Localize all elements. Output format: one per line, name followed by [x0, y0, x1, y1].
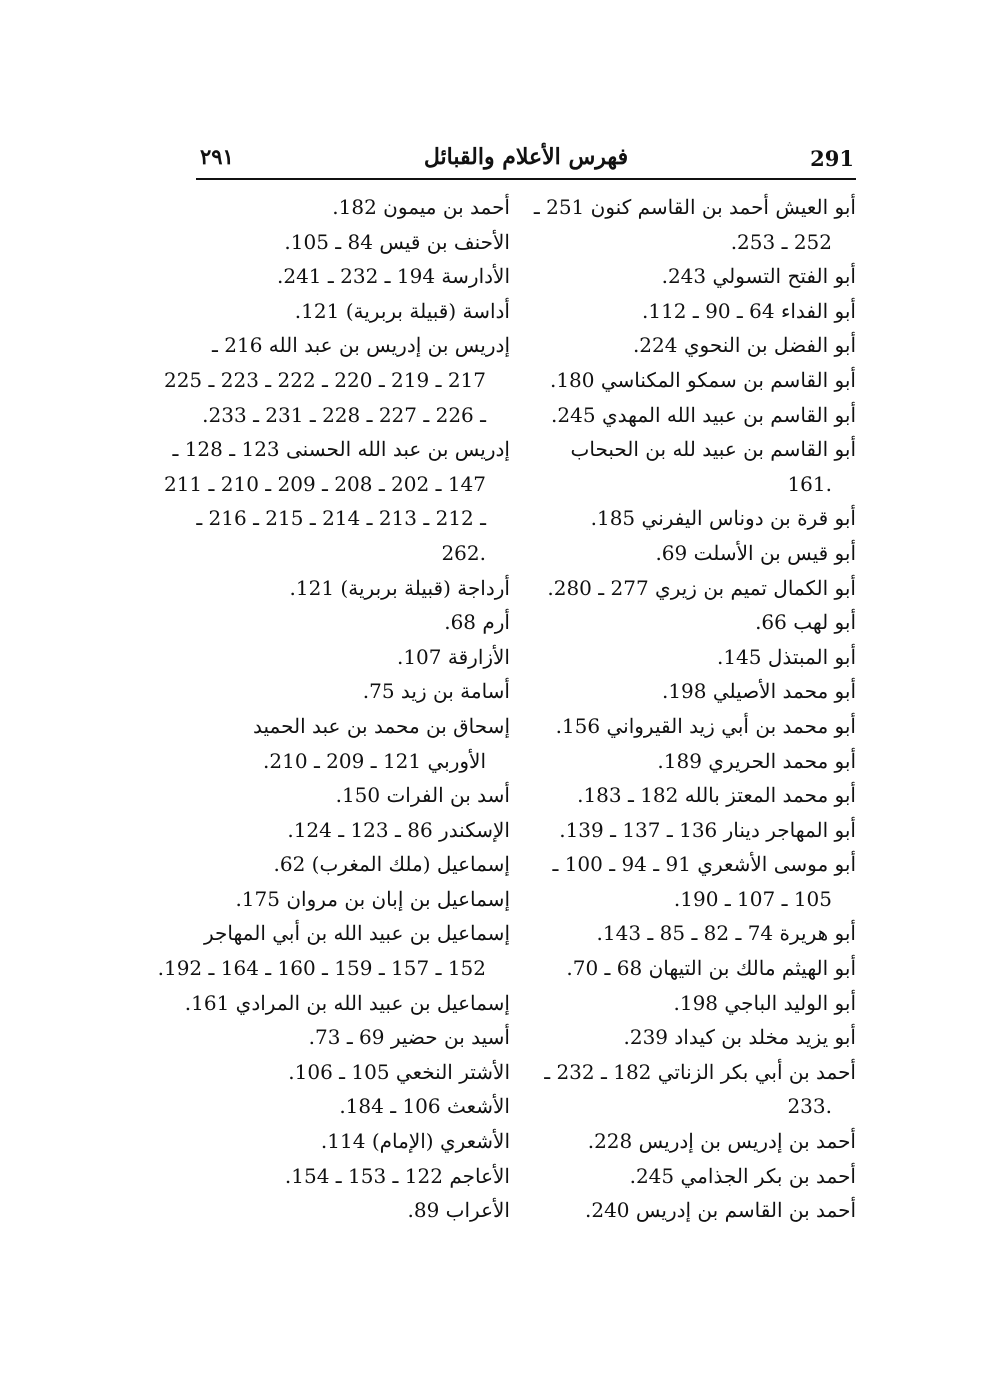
index-entry: أحمد بن القاسم بن إدريس 240. [584, 1198, 856, 1223]
index-entry: أبو العيش أحمد بن القاسم كنون 251 ـ [533, 195, 856, 219]
index-column-right [533, 190, 856, 1228]
index-entry: أبو يزيد مخلد بن كيداد 239. [623, 1025, 856, 1050]
page-title: فهرس الأعلام والقبائل [423, 144, 629, 170]
index-entry: إسحاق بن محمد بن عبد الحميد [252, 713, 510, 738]
index-entry: أداسة (قبيلة بربرية) 121. [294, 298, 510, 323]
index-entry: أبو قرة بن دوناس اليفرني 185. [590, 506, 856, 531]
index-entry: الإسكندر 86 ـ 123 ـ 124. [287, 817, 510, 842]
index-entry-continuation: 217 ـ 219 ـ 220 ـ 222 ـ 223 ـ 225 [163, 367, 486, 392]
index-entry: أحمد بن ميمون 182. [332, 195, 510, 219]
index-entry: إسماعيل (ملك المغرب) 62. [273, 852, 510, 877]
index-entry: أحمد بن إدريس بن إدريس 228. [587, 1129, 856, 1154]
index-entry: أبو الوليد الباجي 198. [673, 990, 856, 1015]
index-entry: أبو الفضل بن النحوي 224. [632, 333, 856, 358]
index-entry: الأدارسة 194 ـ 232 ـ 241. [277, 264, 510, 289]
index-entry-continuation: .233 [787, 1094, 832, 1119]
index-entry-continuation: ـ 226 ـ 227 ـ 228 ـ 231 ـ 233. [202, 402, 486, 427]
index-entry: إسماعيل بن إبان بن مروان 175. [235, 886, 510, 911]
index-entry: أبو موسى الأشعري 91 ـ 94 ـ 100 ـ [552, 852, 856, 877]
index-entry: أبو الكمال تميم بن زيري 277 ـ 280. [547, 575, 856, 600]
index-entry: إسماعيل بن عبيد الله بن أبي المهاجر [203, 921, 510, 946]
index-entry-continuation: .262 [441, 540, 486, 565]
index-entry: أسامة بن زيد 75. [362, 679, 510, 704]
index-entry: أسيد بن حضير 69 ـ 73. [308, 1025, 510, 1050]
index-entry: أبو الهيثم مالك بن التيهان 68 ـ 70. [566, 956, 856, 981]
index-entry: الأحنف بن قيس 84 ـ 105. [284, 229, 510, 254]
index-entry-continuation: 152 ـ 157 ـ 159 ـ 160 ـ 164 ـ 192. [157, 956, 486, 981]
index-entry-continuation: الأوربي 121 ـ 209 ـ 210. [263, 748, 486, 773]
index-column-left [157, 190, 510, 1228]
page-header [196, 140, 856, 180]
index-entry: أبو القاسم بن عبيد الله المهدي 245. [551, 402, 856, 427]
index-entry: أبو محمد المعتز بالله 182 ـ 183. [577, 783, 856, 808]
index-entry: أحمد بن أبي بكر الزناتي 182 ـ 232 ـ [544, 1059, 856, 1084]
index-entry: أبو القاسم بن عبيد لله بن الحبحاب [570, 437, 856, 462]
index-entry: أبو القاسم بن سمكو المكناسي 180. [549, 367, 856, 392]
index-entry-continuation: 252 ـ 253. [730, 229, 832, 254]
index-entry: أبو محمد بن أبي زيد القيرواني 156. [555, 713, 856, 738]
index-entry: الأشعري (الإمام) 114. [320, 1129, 510, 1154]
index-entry: أسد بن الفرات 150. [335, 783, 510, 808]
index-entry: الأزارقة 107. [396, 644, 510, 669]
index-entry-continuation: ـ 212 ـ 213 ـ 214 ـ 215 ـ 216 ـ [196, 506, 486, 531]
index-entry: إسماعيل بن عبيد الله بن المرادي 161. [184, 990, 510, 1015]
index-entry: الأعراب 89. [407, 1198, 510, 1223]
index-entry: أبو قيس بن الأسلت 69. [655, 540, 856, 565]
index-entry: أرم 68. [444, 610, 510, 635]
index-entry: الأشتر النخعي 105 ـ 106. [288, 1059, 510, 1084]
index-entry: إدريس بن إدريس بن عبد الله 216 ـ [212, 333, 510, 358]
index-entry: أبو المبتذل 145. [716, 644, 856, 669]
index-entry: إدريس بن عبد الله الحسنى 123 ـ 128 ـ [172, 437, 510, 462]
page-number-latin: 291 [810, 146, 854, 171]
index-entry-continuation: .161 [787, 471, 832, 496]
index-entry: أرداجة (قبيلة بربرية) 121. [289, 575, 510, 600]
index-entry-continuation: 147 ـ 202 ـ 208 ـ 209 ـ 210 ـ 211 [163, 471, 486, 496]
index-entry: الأعاجم 122 ـ 153 ـ 154. [284, 1163, 510, 1188]
index-entry-continuation: 105 ـ 107 ـ 190. [673, 886, 832, 911]
index-entry: أبو لهب 66. [755, 610, 856, 635]
index-entry: أبو المهاجر دينار 136 ـ 137 ـ 139. [559, 817, 856, 842]
index-entry: أبو محمد الأصيلي 198. [661, 679, 856, 704]
page-number-arabic: ٢٩١ [200, 144, 234, 169]
index-entry: أبو الفتح التسولي 243. [661, 264, 856, 289]
index-entry: أحمد بن بكر الجذامي 245. [629, 1163, 856, 1188]
index-entry: الأشعث 106 ـ 184. [339, 1094, 510, 1119]
index-entry: أبو محمد الحريري 189. [657, 748, 856, 773]
index-entry: أبو هريرة 74 ـ 82 ـ 85 ـ 143. [596, 921, 856, 946]
index-entry: أبو الفداء 64 ـ 90 ـ 112. [641, 298, 856, 323]
